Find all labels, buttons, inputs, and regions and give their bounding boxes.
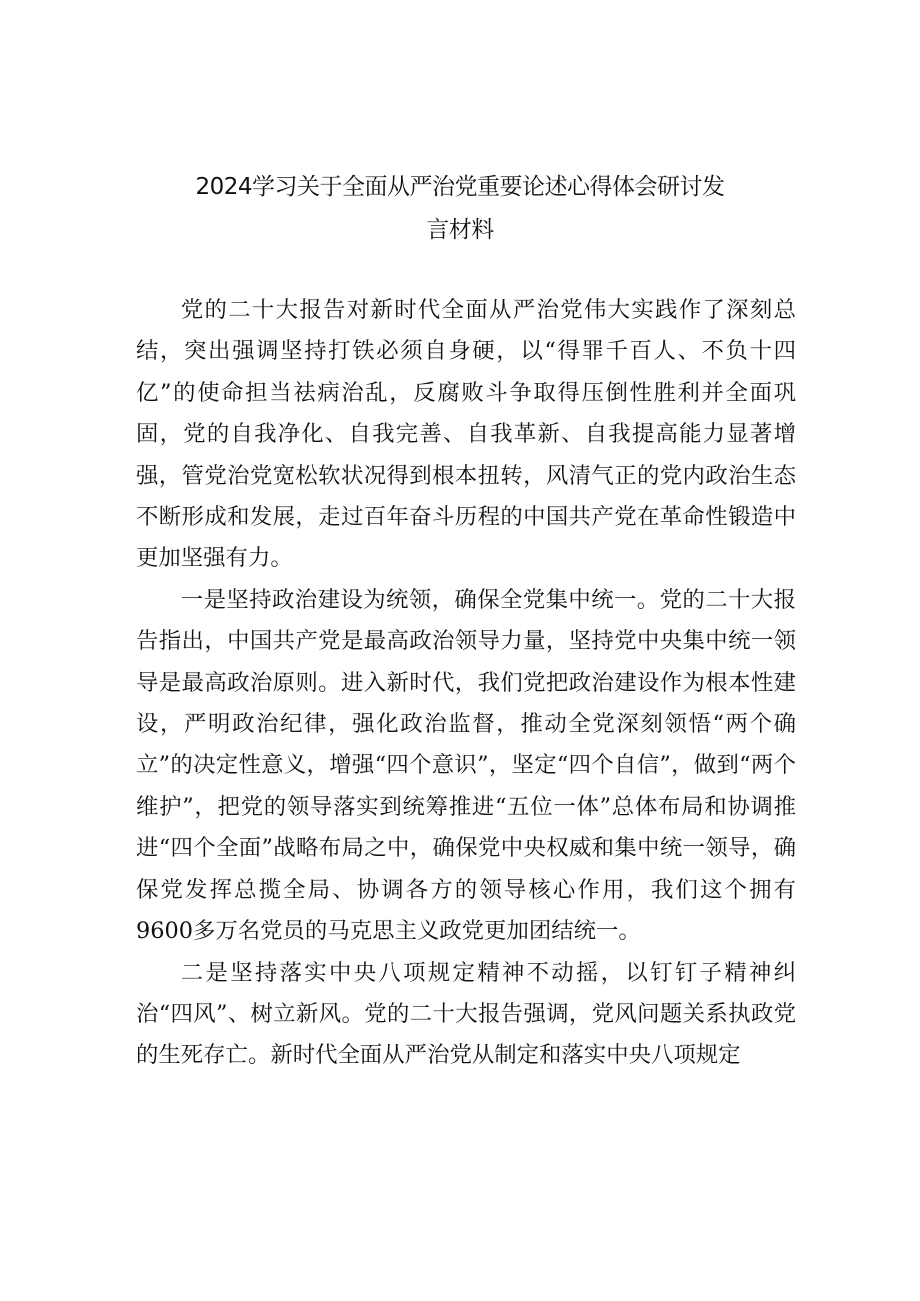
paragraph-intro: 党的二十大报告对新时代全面从严治党伟大实践作了深刻总结，突出强调坚持打铁必须自身硬，以“得罪千百人、不负十四亿”的使命担当祛病治乱，反腐败斗争取得压倒性胜利并全面巩固，党的自我净化、自我完善、自我革新、自我提高能力显著增强，管党治党宽松软状况得到根本扭转，风清气正的党内政治生态不断形成和发展，走过百年奋斗历程的中国共产党在革命性锻造中更加坚强有力。	[136, 297, 796, 572]
document-title-line-2: 言材料	[426, 217, 494, 243]
paragraph-point-one: 一是坚持政治建设为统领，确保全党集中统一。党的二十大报告指出，中国共产党是最高政治领导力量，坚持党中央集中统一领导是最高政治原则。进入新时代，我们党把政治建设作为根本性建设，严明政治纪律，强化政治监督，推动全党深刻领悟“两个确立”的决定性意义，增强“四个意识”，坚定“四个自信”，做到“两个维护”，把党的领导落实到统筹推进“五位一体”总体布局和协调推进“四个全面”战略布局之中，确保党中央权威和集中统一领导，确保党发挥总揽全局、协调各方的领导核心作用，我们这个拥有9600多万名党员的马克思主义政党更加团结统一。	[136, 586, 796, 945]
document-title-line-1: 2024学习关于全面从严治党重要论述心得体会研讨发	[195, 174, 725, 200]
paragraph-point-two: 二是坚持落实中央八项规定精神不动摇，以钉钉子精神纠治“四风”、树立新风。党的二十大报告强调，党风问题关系执政党的生死存亡。新时代全面从严治党从制定和落实中央八项规定	[136, 959, 796, 1069]
document-body	[136, 290, 796, 1077]
